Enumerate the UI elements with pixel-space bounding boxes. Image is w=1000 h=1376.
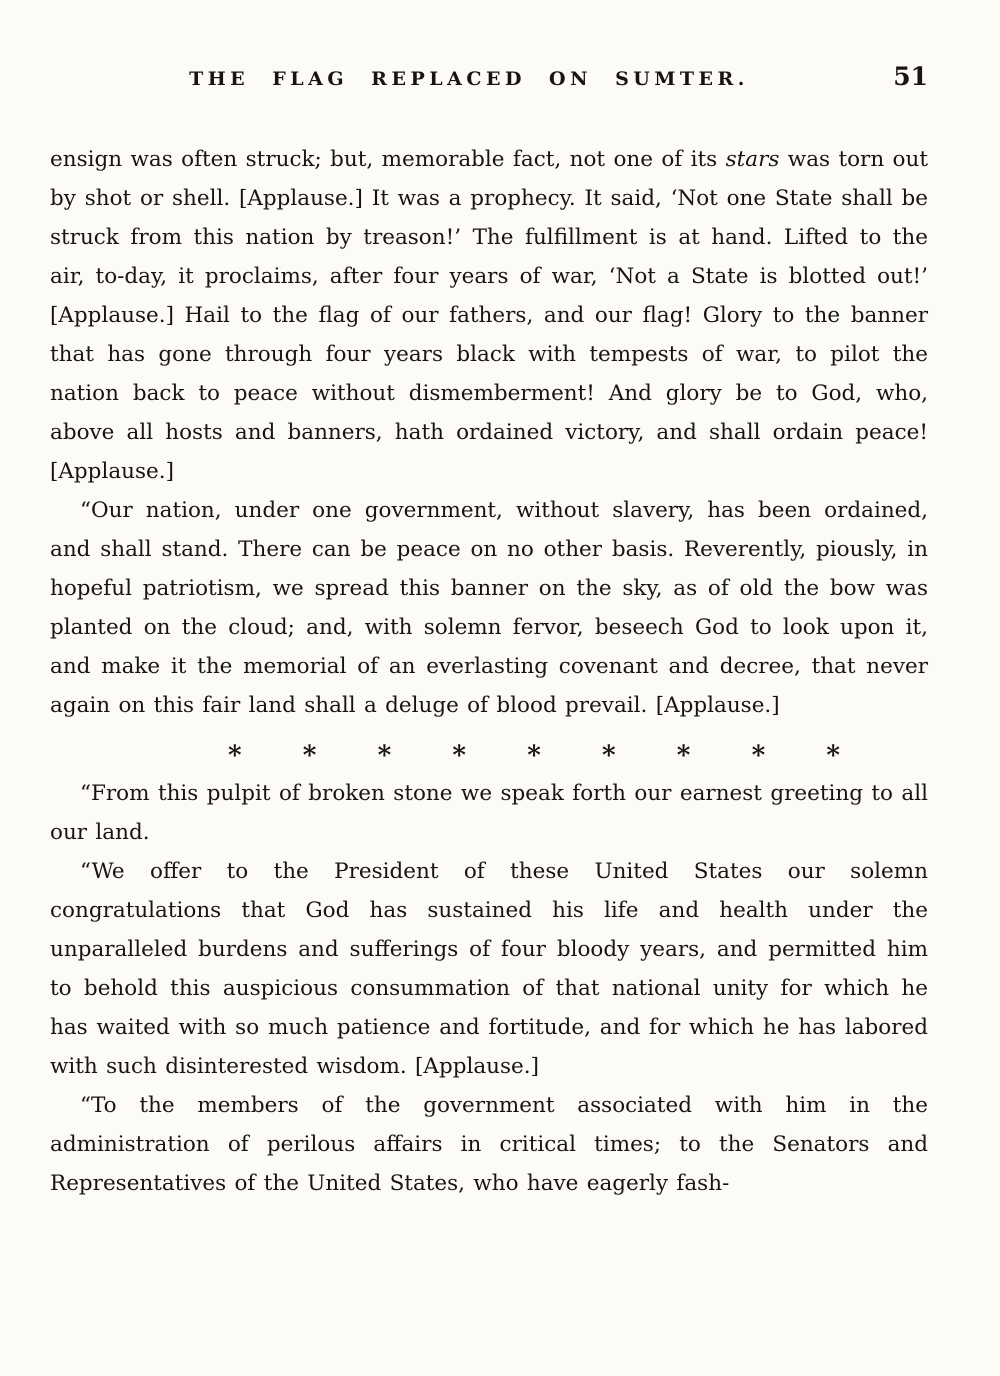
paragraph	[50, 852, 928, 1086]
asterisk: *	[826, 740, 840, 771]
asterisk: *	[676, 740, 691, 771]
asterisk: *	[302, 740, 317, 771]
text-run: “To the members of the government associated with him in the administration of perilous affairs in critical times; to the Senators and Representatives of the United States, who have eagerly fash-	[50, 1093, 928, 1196]
text-run: “From this pulpit of broken stone we speak forth our earnest greeting to all our land.	[50, 781, 928, 845]
text-run: “Our nation, under one government, without slavery, has been ordained, and shall stand. There can be peace on no other basis. Reverently, piously, in hopeful patriotism, we spread this banner on the sky, as of old the bow was planted on the cloud; and, with solemn fervor, beseech God to look upon it, and make it the memorial of an everlasting covenant and decree, that never again on this fair land shall a deluge of blood prevail. [Applause.]	[50, 498, 928, 718]
text-run: was torn out by shot or shell. [Applause.] It was a prophecy. It said, ‘Not one State shall be struck from this nation by treason!’ The fulfillment is at hand. Lifted to the air, to-day, it proclaims, after four years of war, ‘Not a State is blotted out!’ [Applause.] Hail to the flag of our fathers, and our flag! Glory to the banner that has gone through four years black with tempests of war, to pilot the nation back to peace without dismemberment! And glory be to God, who, above all hosts and banners, hath ordained victory, and shall ordain peace! [Applause.]	[50, 147, 928, 484]
text-run: “We offer to the President of these United States our solemn congratulations that God has sustained his life and health under the unparalleled burdens and sufferings of four bloody years, and permitted him to behold this auspicious consummation of that national unity for which he has waited with so much patience and fortitude, and for which he has labored with such disinterested wisdom. [Applause.]	[50, 859, 928, 1079]
asterisk: *	[601, 740, 616, 771]
page-number: 51	[893, 62, 928, 91]
paragraph	[50, 140, 928, 491]
asterisk: *	[377, 740, 392, 771]
paragraph	[50, 1086, 928, 1203]
page-header	[50, 62, 928, 104]
italic-text-run: stars	[725, 147, 780, 172]
asterisk: *	[452, 740, 466, 771]
text-run: ensign was often struck; but, memorable fact, not one of its	[50, 147, 726, 172]
paragraph	[50, 774, 928, 852]
running-head: THE FLAG REPLACED ON SUMTER.	[189, 68, 749, 90]
asterisk: *	[527, 740, 541, 771]
asterisk-separator	[228, 730, 840, 769]
paragraph	[50, 491, 928, 725]
asterisk: *	[751, 740, 766, 771]
page-body	[50, 140, 928, 1203]
asterisk: *	[228, 740, 242, 771]
